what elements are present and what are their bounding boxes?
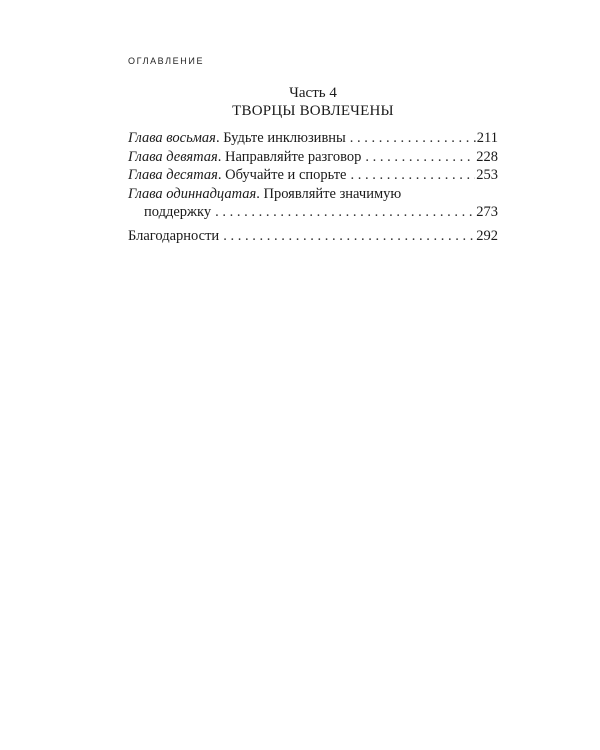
toc-entry-acknowledgements[interactable] [128, 227, 498, 246]
page-number: 228 [476, 148, 498, 165]
page-number: 211 [476, 130, 498, 146]
chapter-title: Проявляйте значимую [263, 185, 402, 202]
chapter-prefix: Глава девятая [128, 148, 218, 165]
chapter-title: Направляйте разговор [224, 148, 362, 165]
part-number: Часть 4 [289, 85, 337, 101]
toc-entry-chapter-11-continuation[interactable] [128, 203, 498, 222]
page-number: 292 [476, 227, 498, 244]
acknowledgements-title: Благодарности [128, 227, 220, 244]
dot-leader [350, 129, 476, 148]
page-number: 253 [476, 167, 498, 183]
chapter-prefix: Глава восьмая [128, 130, 216, 146]
part-title: ТВОРЦЫ ВОВЛЕЧЕНЫ [232, 103, 394, 119]
toc-entry-chapter-10[interactable] [128, 166, 498, 185]
chapter-title: Обучайте и спорьте [225, 167, 347, 183]
dot-leader [215, 203, 475, 222]
dot-leader [223, 227, 475, 246]
chapter-prefix: Глава десятая [128, 167, 218, 183]
running-head: ОГЛАВЛЕНИЕ [128, 56, 205, 66]
chapter-prefix: Глава одиннадцатая [128, 185, 257, 202]
table-of-contents [128, 129, 498, 245]
dot-leader [365, 148, 475, 167]
toc-entry-label: Глава десятая. Обучайте и спорьте [128, 167, 347, 183]
part-heading [128, 84, 498, 120]
toc-entry-chapter-9[interactable] [128, 148, 498, 167]
toc-entry-chapter-8[interactable] [128, 129, 498, 148]
dot-leader [350, 166, 475, 185]
page-number: 273 [476, 204, 498, 220]
chapter-title-continuation: поддержку [144, 204, 212, 220]
toc-entry-label: Глава одиннадцатая. Проявляйте значимую [128, 185, 402, 202]
toc-entry-label: Глава восьмая. Будьте инклюзивны [128, 130, 346, 146]
toc-entry-chapter-11[interactable] [128, 185, 498, 204]
chapter-title: Будьте инклюзивны [223, 130, 346, 146]
toc-entry-label: Глава девятая. Направляйте разговор [128, 148, 362, 165]
